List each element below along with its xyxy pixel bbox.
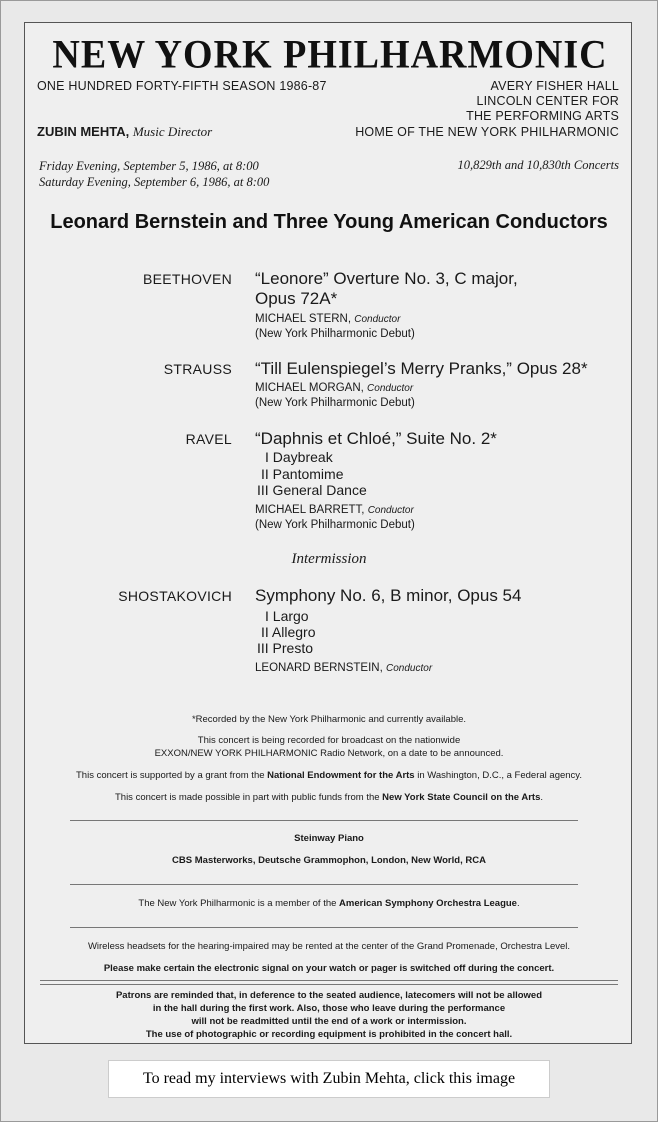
note-emphasis: American Symphony Orchestra League: [339, 898, 517, 909]
masthead: NEW YORK PHILHARMONIC: [52, 32, 608, 78]
conductor-role: Conductor: [386, 663, 433, 674]
venue-line: AVERY FISHER HALL: [490, 79, 619, 93]
note-text: This concert is supported by a grant from the: [76, 770, 268, 781]
composer-name: BEETHOVEN: [142, 271, 232, 287]
movement: I Largo: [265, 608, 309, 624]
venue-block: [466, 79, 619, 124]
broadcast-note: This concert is being recorded for broadcast on the nationwide: [197, 735, 461, 746]
composer-name: STRAUSS: [163, 361, 232, 377]
concert-numbers: 10,829th and 10,830th Concerts: [457, 158, 619, 172]
headsets-note: Wireless headsets for the hearing-impaired may be rented at the center of the Grand Promenade, Orchestra Level.: [87, 941, 571, 952]
venue-line: THE PERFORMING ARTS: [466, 109, 619, 123]
conductor-credit: [255, 660, 432, 677]
movement: I Daybreak: [265, 449, 333, 465]
note-text: .: [516, 898, 520, 909]
venue-line: LINCOLN CENTER FOR: [476, 94, 619, 108]
divider: [70, 820, 578, 821]
patrons-note: Patrons are reminded that, in deference to the seated audience, latecomers will not be allowed: [115, 990, 543, 1001]
divider: [70, 884, 578, 885]
director-name: ZUBIN MEHTA,: [37, 124, 130, 139]
divider: [40, 980, 618, 981]
movement: III General Dance: [257, 482, 367, 498]
work-title: Symphony No. 6, B minor, Opus 54: [255, 586, 522, 605]
debut-note: (New York Philharmonic Debut): [255, 397, 415, 409]
divider: [40, 984, 618, 985]
divider: [70, 927, 578, 928]
conductor-role: Conductor: [354, 314, 401, 325]
movement: II Pantomime: [261, 466, 344, 482]
work-title: “Daphnis et Chloé,” Suite No. 2*: [255, 429, 497, 448]
music-director: [37, 124, 212, 140]
movement: II Allegro: [261, 624, 316, 640]
intermission: Intermission: [291, 551, 367, 567]
composer-name: RAVEL: [185, 431, 232, 447]
movement: III Presto: [257, 640, 314, 656]
concert-program-image[interactable]: [24, 22, 632, 1044]
conductor-name: MICHAEL MORGAN,: [255, 382, 364, 394]
conductor-name: MICHAEL BARRETT,: [255, 504, 365, 516]
composer-name: SHOSTAKOVICH: [118, 588, 232, 604]
director-title: Music Director: [132, 124, 213, 139]
league-note: [25, 897, 633, 910]
patrons-note: in the hall during the first work. Also, those who leave during the performance: [152, 1003, 506, 1014]
record-labels: CBS Masterworks, Deutsche Grammophon, London, New World, RCA: [172, 855, 486, 866]
conductor-role: Conductor: [367, 505, 414, 516]
conductor-name: MICHAEL STERN,: [255, 313, 352, 325]
note-text: in Washington, D.C., a Federal agency.: [414, 770, 582, 781]
nea-note: [25, 769, 633, 782]
broadcast-note: EXXON/NEW YORK PHILHARMONIC Radio Network, on a date to be announced.: [154, 748, 504, 759]
debut-note: (New York Philharmonic Debut): [255, 519, 415, 531]
nysca-note: [25, 791, 633, 804]
home-line: HOME OF THE NEW YORK PHILHARMONIC: [355, 125, 619, 139]
note-text: This concert is made possible in part with public funds from the: [114, 792, 383, 803]
note-text: .: [540, 792, 543, 803]
concert-headline: Leonard Bernstein and Three Young American Conductors: [50, 211, 608, 233]
date-line: Saturday Evening, September 6, 1986, at 8:00: [39, 175, 270, 189]
work-title: “Till Eulenspiegel’s Merry Pranks,” Opus 28*: [255, 359, 588, 378]
signal-note: Please make certain the electronic signal on your watch or pager is switched off during the concert.: [103, 963, 555, 974]
patrons-note: The use of photographic or recording equipment is prohibited in the concert hall.: [145, 1029, 513, 1040]
piano-credit: Steinway Piano: [294, 833, 364, 844]
concert-dates: [39, 158, 269, 190]
date-line: Friday Evening, September 5, 1986, at 8:00: [39, 159, 259, 173]
note-text: The New York Philharmonic is a member of the: [138, 898, 340, 909]
conductor-name: LEONARD BERNSTEIN,: [255, 662, 383, 674]
note-emphasis: National Endowment for the Arts: [267, 770, 415, 781]
patrons-note: will not be readmitted until the end of a work or intermission.: [191, 1016, 467, 1027]
debut-note: (New York Philharmonic Debut): [255, 328, 415, 340]
work-title: “Leonore” Overture No. 3, C major,: [255, 269, 518, 288]
work-title: Opus 72A*: [255, 289, 338, 308]
note-emphasis: New York State Council on the Arts: [382, 792, 541, 803]
season-line: ONE HUNDRED FORTY-FIFTH SEASON 1986-87: [37, 79, 327, 93]
conductor-role: Conductor: [367, 383, 414, 394]
recording-note: *Recorded by the New York Philharmonic and currently available.: [191, 714, 467, 725]
interview-link-caption[interactable]: To read my interviews with Zubin Mehta, click this image: [108, 1060, 550, 1098]
